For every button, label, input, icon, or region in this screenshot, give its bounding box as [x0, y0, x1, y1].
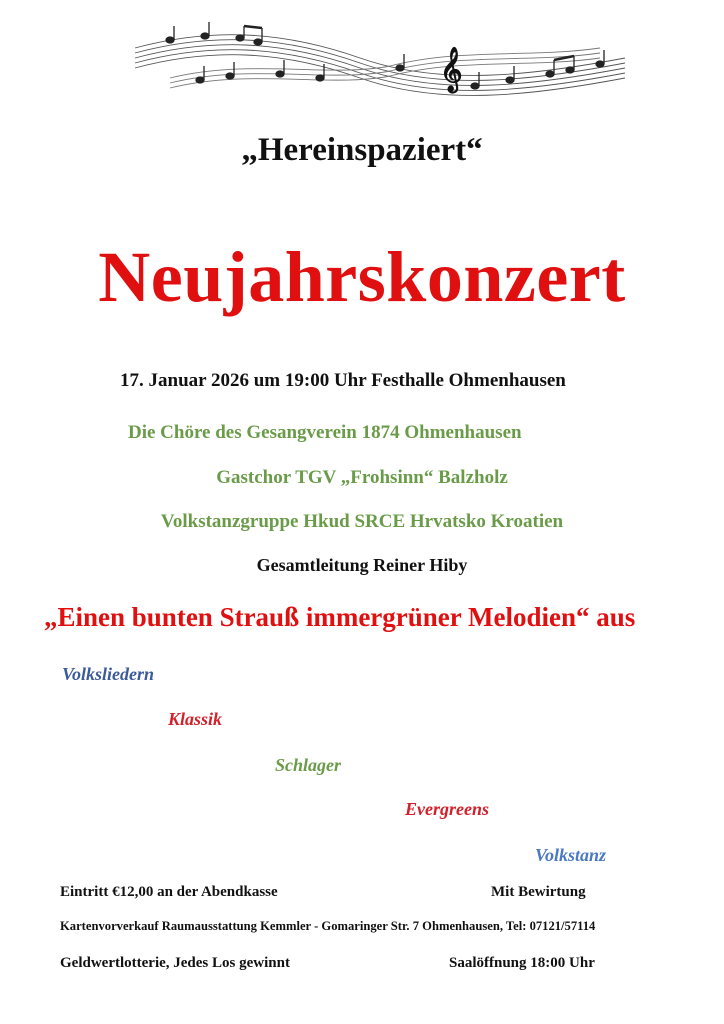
director-line: Gesamtleitung Reiner Hiby	[256, 555, 468, 575]
presale-info: Kartenvorverkauf Raumausstattung Kemmler - Gomaringer Str. 7 Ohmenhausen, Tel: 07121/57114	[60, 919, 596, 933]
page-title: Neujahrskonzert	[98, 237, 626, 317]
doors-open-time: Saalöffnung 18:00 Uhr	[449, 955, 595, 971]
tagline: „Einen bunten Strauß immergrüner Melodien“ aus	[44, 602, 636, 632]
genre-volkslieder: Volksliedern	[62, 664, 155, 684]
performer-dance-group: Volkstanzgruppe Hkud SRCE Hrvatsko Kroatien	[160, 511, 564, 532]
performer-guest-choir: Gastchor TGV „Frohsinn“ Balzholz	[216, 467, 508, 488]
genre-evergreens: Evergreens	[405, 799, 489, 819]
subtitle: „Hereinspaziert“	[241, 132, 483, 168]
music-staff-notes-icon	[130, 18, 630, 110]
genre-volkstanz: Volkstanz	[535, 845, 607, 865]
svg-text:𝄞: 𝄞	[440, 46, 463, 91]
catering-note: Mit Bewirtung	[491, 884, 586, 900]
event-date-line: 17. Januar 2026 um 19:00 Uhr Festhalle Ohmenhausen	[120, 370, 566, 391]
genre-schlager: Schlager	[275, 755, 342, 775]
genre-klassik: Klassik	[168, 709, 223, 729]
performer-main-choir: Die Chöre des Gesangverein 1874 Ohmenhausen	[128, 422, 522, 443]
entry-price: Eintritt €12,00 an der Abendkasse	[60, 884, 278, 900]
lottery-note: Geldwertlotterie, Jedes Los gewinnt	[60, 955, 290, 971]
